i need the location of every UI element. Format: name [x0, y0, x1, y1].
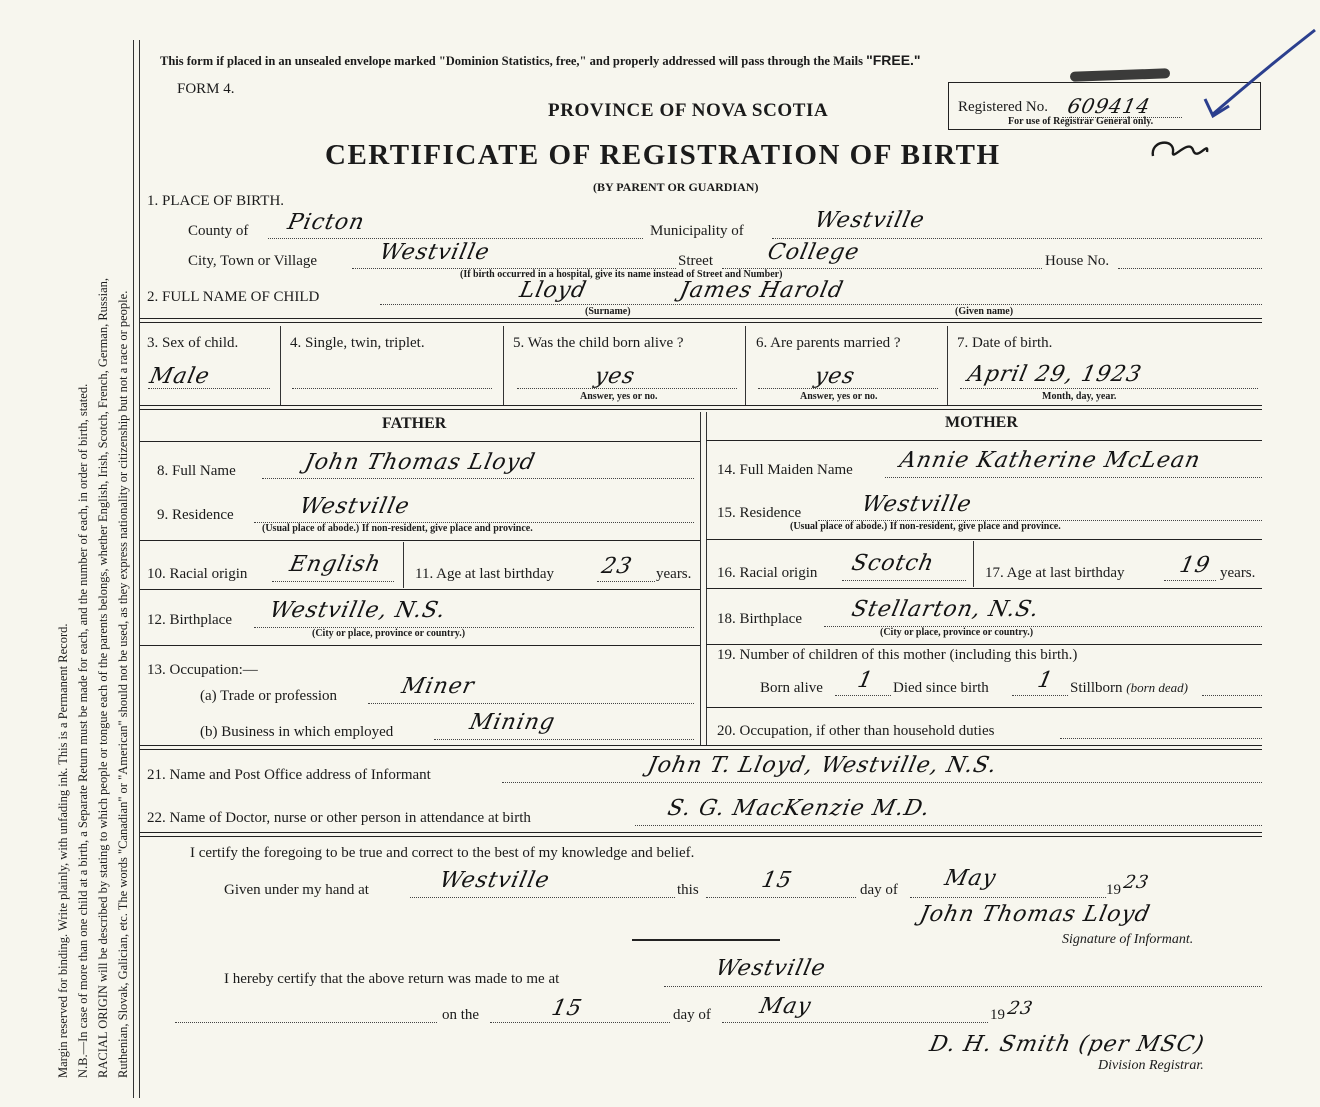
mother-birthplace-note: (City or place, province or country.) — [880, 627, 1034, 638]
father-residence-value: Westville — [297, 494, 413, 519]
hereby-place-dots — [664, 986, 1262, 987]
mother-birthplace-rule — [706, 644, 1262, 645]
doctor-value: S. G. MacKenzie M.D. — [665, 796, 933, 821]
father-birthplace-rule — [140, 645, 700, 646]
father-abode-note: (Usual place of abode.) If non-resident, give place and province. — [262, 523, 533, 534]
municipality-dots — [772, 238, 1262, 239]
father-business-dots — [434, 739, 694, 740]
hospital-note: (If birth occurred in a hospital, give its name instead of Street and Number) — [460, 269, 783, 280]
mother-name-value: Annie Katherine McLean — [897, 448, 1204, 473]
mother-racial-label: 16. Racial origin — [717, 565, 818, 581]
margin-note-1: Margin reserved for binding. Write plainly, with unfading ink. This is a Permanent Record. — [56, 623, 70, 1078]
father-heading-rule — [140, 441, 700, 442]
parents-married-value: yes — [812, 364, 858, 389]
child-surname: Lloyd — [517, 278, 590, 303]
stillborn-text: Stillborn — [1070, 680, 1123, 696]
child-name-dots — [380, 304, 1262, 305]
born-alive-note: Answer, yes or no. — [580, 391, 658, 402]
margin-rule-inner — [139, 40, 140, 1098]
informant-signature[interactable]: John Thomas Lloyd — [917, 902, 1153, 927]
mother-name-label: 14. Full Maiden Name — [717, 462, 853, 478]
given-year-prefix: 19 — [1106, 882, 1121, 898]
mail-notice-text: This form if placed in an unsealed envelope marked "Dominion Statistics, free," and properly addressed will pass through the Mails — [160, 54, 867, 68]
registered-number: 609414 — [1065, 94, 1153, 118]
mother-racial-divider — [973, 541, 974, 587]
father-age-dots — [597, 581, 655, 582]
father-residence-label: 9. Residence — [157, 507, 234, 523]
doctor-label: 22. Name of Doctor, nurse or other person in attendance at birth — [147, 810, 531, 826]
street-label: Street — [678, 253, 713, 269]
registrar-signature[interactable]: D. H. Smith (per MSC) — [927, 1032, 1207, 1057]
born-alive-value: yes — [592, 364, 638, 389]
father-heading: FATHER — [382, 415, 447, 432]
registration-prefix-dots — [175, 1022, 437, 1023]
children-count-label: 19. Number of children of this mother (including this birth.) — [717, 647, 1078, 663]
registration-month-dots — [722, 1022, 988, 1023]
mother-racial-rule — [706, 588, 1262, 589]
certify-statement: I certify the foregoing to be true and correct to the best of my knowledge and belief. — [190, 845, 695, 861]
county-dots — [268, 238, 643, 239]
given-name-note: (Given name) — [955, 306, 1014, 317]
margin-note-2: N.B.—In case of more than one child at a birth, a Separate Return must be made for each, and the number of each, in order of birth, stated. — [76, 383, 90, 1078]
mother-heading: MOTHER — [945, 414, 1018, 431]
mother-heading-rule — [706, 440, 1262, 441]
municipality-value: Westville — [812, 208, 928, 233]
divider-3-4 — [280, 326, 281, 406]
form-number: FORM 4. — [177, 81, 235, 97]
child-given-name: James Harold — [677, 278, 846, 303]
registration-day-value: 15 — [549, 996, 585, 1021]
registration-month-value: May — [757, 994, 814, 1019]
mother-residence-rule — [706, 539, 1262, 540]
ink-loop-mark-icon — [1145, 134, 1215, 164]
house-number-label: House No. — [1045, 253, 1110, 269]
certificate-subtitle: (BY PARENT OR GUARDIAN) — [593, 180, 759, 194]
given-day-dots — [706, 897, 856, 898]
registrar-signature-label: Division Registrar. — [1098, 1058, 1204, 1073]
single-twin-dots — [292, 388, 492, 389]
father-age-years: years. — [656, 566, 692, 582]
given-year-value: 23 — [1121, 872, 1152, 893]
parents-married-note: Answer, yes or no. — [800, 391, 878, 402]
father-birthplace-value: Westville, N.S. — [267, 598, 449, 623]
registration-year-value: 23 — [1005, 998, 1036, 1019]
born-alive-count-value: 1 — [855, 668, 876, 693]
registration-year-prefix: 19 — [990, 1007, 1005, 1023]
father-racial-label: 10. Racial origin — [147, 566, 248, 582]
city-value: Westville — [377, 240, 493, 265]
date-of-birth-value: April 29, 1923 — [965, 362, 1145, 387]
mother-name-dots — [885, 477, 1262, 478]
father-name-label: 8. Full Name — [157, 463, 236, 479]
sex-label: 3. Sex of child. — [147, 335, 239, 351]
father-age-value: 23 — [599, 554, 635, 579]
died-since-birth-value: 1 — [1035, 668, 1056, 693]
given-day-value: 15 — [759, 868, 795, 893]
mother-age-years: years. — [1220, 565, 1256, 581]
municipality-label: Municipality of — [650, 223, 744, 239]
mother-age-dots — [1164, 580, 1216, 581]
father-name-value: John Thomas Lloyd — [302, 450, 538, 475]
informant-value: John T. Lloyd, Westville, N.S. — [645, 753, 1000, 778]
mother-racial-value: Scotch — [849, 551, 937, 576]
stillborn-note: (born dead) — [1126, 680, 1189, 695]
mother-occupation-label: 20. Occupation, if other than household duties — [717, 723, 995, 739]
father-racial-value: English — [287, 552, 384, 577]
city-label: City, Town or Village — [188, 253, 318, 269]
father-racial-rule — [140, 589, 700, 590]
county-value: Picton — [285, 210, 368, 235]
registrar-note: For use of Registrar General only. — [1008, 116, 1154, 127]
sex-value: Male — [147, 364, 213, 389]
born-alive-count-label: Born alive — [760, 680, 823, 696]
mother-children-rule — [706, 707, 1262, 708]
stillborn-label — [1070, 680, 1188, 697]
child-top-rule — [140, 318, 1262, 323]
father-birthplace-note: (City or place, province or country.) — [312, 628, 466, 639]
born-alive-label: 5. Was the child born alive ? — [513, 335, 684, 351]
place-of-birth-heading: 1. PLACE OF BIRTH. — [147, 193, 285, 209]
blue-check-mark-icon — [1195, 24, 1320, 124]
date-of-birth-label: 7. Date of birth. — [957, 335, 1053, 351]
margin-rule — [133, 40, 134, 1098]
province-title: PROVINCE OF NOVA SCOTIA — [548, 100, 829, 121]
father-trade-label: (a) Trade or profession — [200, 688, 338, 704]
child-name-label: 2. FULL NAME OF CHILD — [147, 289, 320, 305]
died-since-birth-label: Died since birth — [893, 680, 989, 696]
parents-married-label: 6. Are parents married ? — [756, 335, 901, 351]
given-place-dots — [410, 897, 675, 898]
mother-age-value: 19 — [1177, 553, 1213, 578]
mother-racial-dots — [842, 580, 966, 581]
street-value: College — [765, 240, 862, 265]
father-racial-divider — [403, 542, 404, 588]
house-number-dots — [1118, 268, 1262, 269]
father-birthplace-label: 12. Birthplace — [147, 612, 232, 628]
given-month-value: May — [942, 866, 999, 891]
divider-6-7 — [947, 326, 948, 406]
margin-note-4: Ruthenian, Slovak, Galician, etc. The words "Canadian" or "American" should not be used, as they express nationality or citizenship but not a race or people. — [116, 290, 130, 1078]
father-racial-dots — [272, 581, 394, 582]
mother-residence-value: Westville — [859, 492, 975, 517]
father-residence-rule — [140, 540, 700, 541]
father-trade-dots — [368, 703, 694, 704]
given-under-hand-label: Given under my hand at — [224, 882, 369, 898]
separator-rule — [632, 939, 780, 941]
margin-note-3: RACIAL ORIGIN will be described by stating to which people or tongue each of the parents belongs, whether English, Irish, Scotch, French, German, Russian, — [96, 277, 110, 1078]
father-business-value: Mining — [467, 710, 558, 735]
ink-scribble — [1070, 68, 1170, 81]
single-twin-label: 4. Single, twin, triplet. — [290, 335, 425, 351]
date-of-birth-note: Month, day, year. — [1042, 391, 1117, 402]
mail-notice — [160, 52, 921, 69]
given-place-value: Westville — [437, 868, 553, 893]
mother-age-label: 17. Age at last birthday — [985, 565, 1125, 581]
father-occupation-label: 13. Occupation:— — [147, 662, 258, 678]
mother-birthplace-value: Stellarton, N.S. — [849, 597, 1042, 622]
certificate-title: CERTIFICATE OF REGISTRATION OF BIRTH — [325, 139, 1001, 171]
divider-4-5 — [503, 326, 504, 406]
died-since-birth-dots — [1012, 695, 1068, 696]
father-trade-value: Miner — [399, 674, 477, 699]
father-business-label: (b) Business in which employed — [200, 724, 394, 740]
parents-top-rule — [140, 405, 1262, 410]
given-day-of-label: day of — [860, 882, 898, 898]
born-alive-count-dots — [835, 695, 891, 696]
mail-notice-free: "FREE." — [866, 52, 921, 68]
parents-divider — [700, 412, 701, 745]
county-label: County of — [188, 223, 249, 239]
on-the-label: on the — [442, 1007, 480, 1023]
doctor-dots — [635, 825, 1262, 826]
informant-signature-label: Signature of Informant. — [1062, 932, 1194, 947]
mother-occupation-dots — [1060, 738, 1262, 739]
stillborn-dots — [1202, 695, 1262, 696]
father-name-dots — [262, 478, 694, 479]
parents-divider-2 — [706, 412, 707, 745]
registration-day-of-label: day of — [673, 1007, 711, 1023]
informant-top-rule — [140, 745, 1262, 750]
given-month-dots — [910, 897, 1106, 898]
this-label: this — [677, 882, 699, 898]
informant-label: 21. Name and Post Office address of Informant — [147, 767, 431, 783]
date-of-birth-dots — [960, 388, 1258, 389]
informant-dots — [502, 782, 1262, 783]
hereby-place-value: Westville — [713, 956, 829, 981]
certification-top-rule — [140, 832, 1262, 837]
mother-birthplace-label: 18. Birthplace — [717, 611, 802, 627]
registered-label: Registered No. — [958, 99, 1048, 115]
father-age-label: 11. Age at last birthday — [415, 566, 554, 582]
surname-note: (Surname) — [585, 306, 631, 317]
registration-day-dots — [490, 1022, 670, 1023]
hereby-certify-label: I hereby certify that the above return was made to me at — [224, 971, 560, 987]
mother-residence-label: 15. Residence — [717, 505, 802, 521]
mother-abode-note: (Usual place of abode.) If non-resident, give place and province. — [790, 521, 1061, 532]
divider-5-6 — [745, 326, 746, 406]
